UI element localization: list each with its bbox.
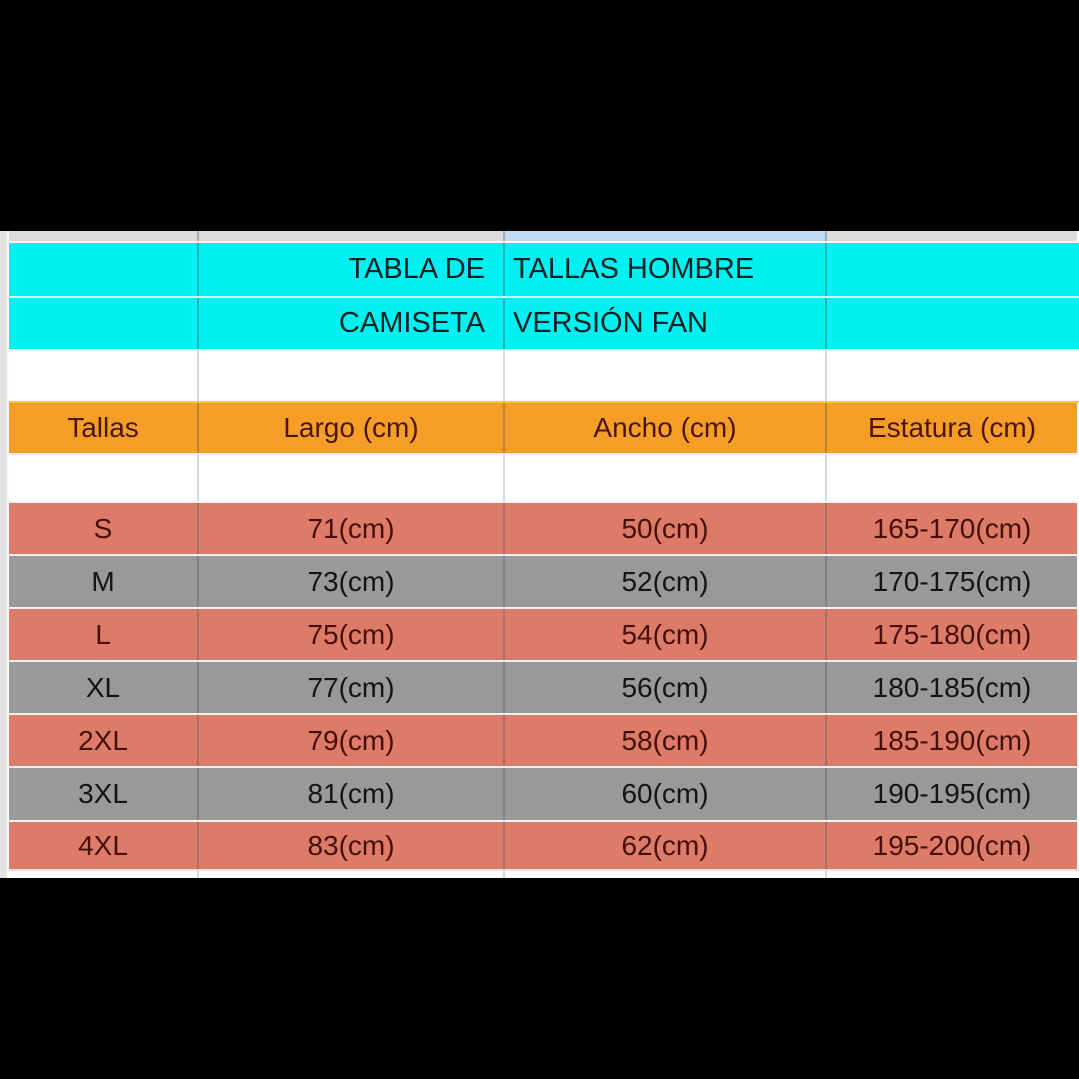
- partial-row-below: [9, 869, 1079, 878]
- cell-ancho: 58(cm): [505, 715, 827, 766]
- cell-talla: 3XL: [9, 768, 199, 820]
- left-column-sliver: [0, 231, 9, 878]
- size-chart-table: [9, 231, 1079, 878]
- cell-talla: M: [9, 556, 199, 607]
- blank-row: [9, 453, 1079, 501]
- blank-cell: [827, 349, 1077, 401]
- blank-cell: [199, 871, 505, 878]
- blank-cell: [199, 455, 505, 501]
- cell-talla: 4XL: [9, 822, 199, 869]
- cell-estatura: 195-200(cm): [827, 822, 1077, 869]
- blank-cell: [827, 455, 1077, 501]
- title-cell-version-fan: VERSIÓN FAN: [505, 298, 827, 349]
- column-header-row: [9, 401, 1079, 453]
- cell-talla: L: [9, 609, 199, 660]
- blank-cell: [505, 871, 827, 878]
- strip-cell: [199, 231, 505, 241]
- cell-largo: 71(cm): [199, 503, 505, 554]
- title-cell-tabla-de: TABLA DE: [199, 243, 505, 296]
- spreadsheet-area: [0, 231, 1079, 878]
- letterbox-top: [0, 0, 1079, 231]
- title-empty-cell: [827, 298, 1077, 349]
- table-row-4xl: [9, 820, 1079, 869]
- cell-largo: 81(cm): [199, 768, 505, 820]
- title-cell-tallas-hombre: TALLAS HOMBRE: [505, 243, 827, 296]
- blank-cell: [9, 455, 199, 501]
- header-cell-largo: Largo (cm): [199, 403, 505, 453]
- cell-largo: 79(cm): [199, 715, 505, 766]
- table-row-xl: [9, 660, 1079, 713]
- title-empty-cell: [9, 298, 199, 349]
- cell-talla: S: [9, 503, 199, 554]
- title-cell-camiseta: CAMISETA: [199, 298, 505, 349]
- cell-estatura: 170-175(cm): [827, 556, 1077, 607]
- blank-cell: [9, 349, 199, 401]
- table-row-m: [9, 554, 1079, 607]
- blank-cell: [827, 871, 1077, 878]
- cell-largo: 77(cm): [199, 662, 505, 713]
- cell-estatura: 175-180(cm): [827, 609, 1077, 660]
- cell-estatura: 180-185(cm): [827, 662, 1077, 713]
- green-highlight-cell: [827, 243, 1077, 296]
- title-row-1: [9, 243, 1079, 296]
- partial-row-above: [9, 231, 1079, 243]
- cell-largo: 75(cm): [199, 609, 505, 660]
- blank-cell: [9, 871, 199, 878]
- header-cell-ancho: Ancho (cm): [505, 403, 827, 453]
- cell-estatura: 190-195(cm): [827, 768, 1077, 820]
- cell-ancho: 50(cm): [505, 503, 827, 554]
- header-cell-tallas: Tallas: [9, 403, 199, 453]
- cell-estatura: 185-190(cm): [827, 715, 1077, 766]
- blank-row: [9, 349, 1079, 401]
- strip-cell: [827, 231, 1077, 241]
- blank-cell: [505, 455, 827, 501]
- table-row-s: [9, 501, 1079, 554]
- cell-ancho: 60(cm): [505, 768, 827, 820]
- cell-ancho: 62(cm): [505, 822, 827, 869]
- cell-largo: 83(cm): [199, 822, 505, 869]
- table-row-3xl: [9, 766, 1079, 820]
- table-row-l: [9, 607, 1079, 660]
- cell-estatura: 165-170(cm): [827, 503, 1077, 554]
- title-row-2: [9, 296, 1079, 349]
- table-row-2xl: [9, 713, 1079, 766]
- letterbox-bottom: [0, 878, 1079, 1079]
- header-cell-estatura: Estatura (cm): [827, 403, 1077, 453]
- cell-ancho: 54(cm): [505, 609, 827, 660]
- blank-cell: [199, 349, 505, 401]
- cell-largo: 73(cm): [199, 556, 505, 607]
- cell-ancho: 52(cm): [505, 556, 827, 607]
- cell-talla: 2XL: [9, 715, 199, 766]
- strip-cell-highlighted: [505, 231, 827, 241]
- blank-cell: [505, 349, 827, 401]
- strip-cell: [9, 231, 199, 241]
- title-empty-cell: [9, 243, 199, 296]
- cell-ancho: 56(cm): [505, 662, 827, 713]
- cell-talla: XL: [9, 662, 199, 713]
